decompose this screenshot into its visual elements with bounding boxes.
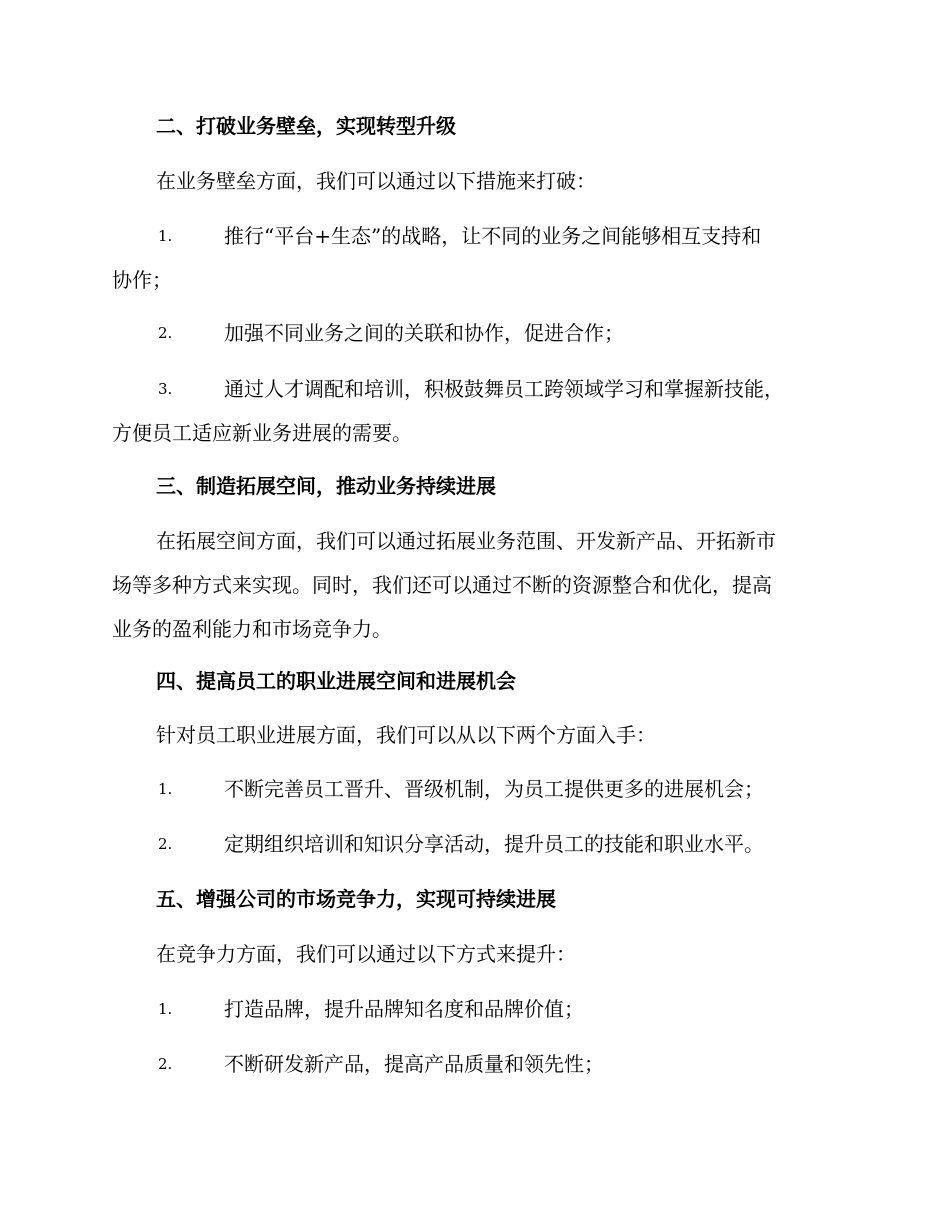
list-text: 定期组织培训和知识分享活动，提升员工的技能和职业水平。 bbox=[224, 832, 764, 856]
section-heading: 二、打破业务壁垒，实现转型升级 bbox=[156, 114, 456, 138]
list-item bbox=[112, 767, 832, 811]
section-intro: 在竞争力方面，我们可以通过以下方式来提升： bbox=[156, 942, 576, 966]
paragraph-line: 在拓展空间方面，我们可以通过拓展业务范围、开发新产品、开拓新市 bbox=[156, 529, 776, 553]
list-number: 2. bbox=[158, 324, 173, 342]
section-heading: 五、增强公司的市场竞争力，实现可持续进展 bbox=[156, 887, 556, 911]
section-heading: 四、提高员工的职业进展空间和进展机会 bbox=[156, 669, 516, 693]
list-item bbox=[112, 311, 832, 355]
section-heading: 三、制造拓展空间，推动业务持续进展 bbox=[156, 474, 496, 498]
list-number: 3. bbox=[158, 380, 173, 398]
list-text: 不断研发新产品，提高产品质量和领先性； bbox=[224, 1052, 604, 1076]
list-number: 1. bbox=[158, 780, 173, 798]
list-number: 1. bbox=[158, 227, 173, 245]
list-number: 1. bbox=[158, 1000, 173, 1018]
list-text-continued: 方便员工适应新业务进展的需要。 bbox=[112, 421, 412, 445]
list-text-continued: 协作； bbox=[112, 268, 172, 292]
list-text: 加强不同业务之间的关联和协作，促进合作； bbox=[224, 321, 624, 345]
section-intro: 在业务壁垒方面，我们可以通过以下措施来打破： bbox=[156, 169, 596, 193]
list-text: 通过人才调配和培训，积极鼓舞员工跨领域学习和掌握新技能， bbox=[224, 377, 784, 401]
list-item bbox=[112, 367, 832, 455]
list-number: 2. bbox=[158, 835, 173, 853]
list-item bbox=[112, 822, 832, 866]
list-text: 打造品牌，提升品牌知名度和品牌价值； bbox=[224, 997, 584, 1021]
list-item bbox=[112, 214, 832, 302]
list-text: 不断完善员工晋升、晋级机制，为员工提供更多的进展机会； bbox=[224, 777, 764, 801]
paragraph-line: 业务的盈利能力和市场竞争力。 bbox=[112, 617, 392, 641]
list-item bbox=[112, 1042, 832, 1086]
section-intro: 针对员工职业进展方面，我们可以从以下两个方面入手： bbox=[156, 723, 656, 747]
paragraph-line: 场等多种方式来实现。同时，我们还可以通过不断的资源整合和优化，提高 bbox=[112, 573, 772, 597]
section-paragraph bbox=[112, 519, 832, 651]
list-text: 推行“平台+生态”的战略，让不同的业务之间能够相互支持和 bbox=[224, 224, 762, 248]
list-number: 2. bbox=[158, 1055, 173, 1073]
list-item bbox=[112, 987, 832, 1031]
